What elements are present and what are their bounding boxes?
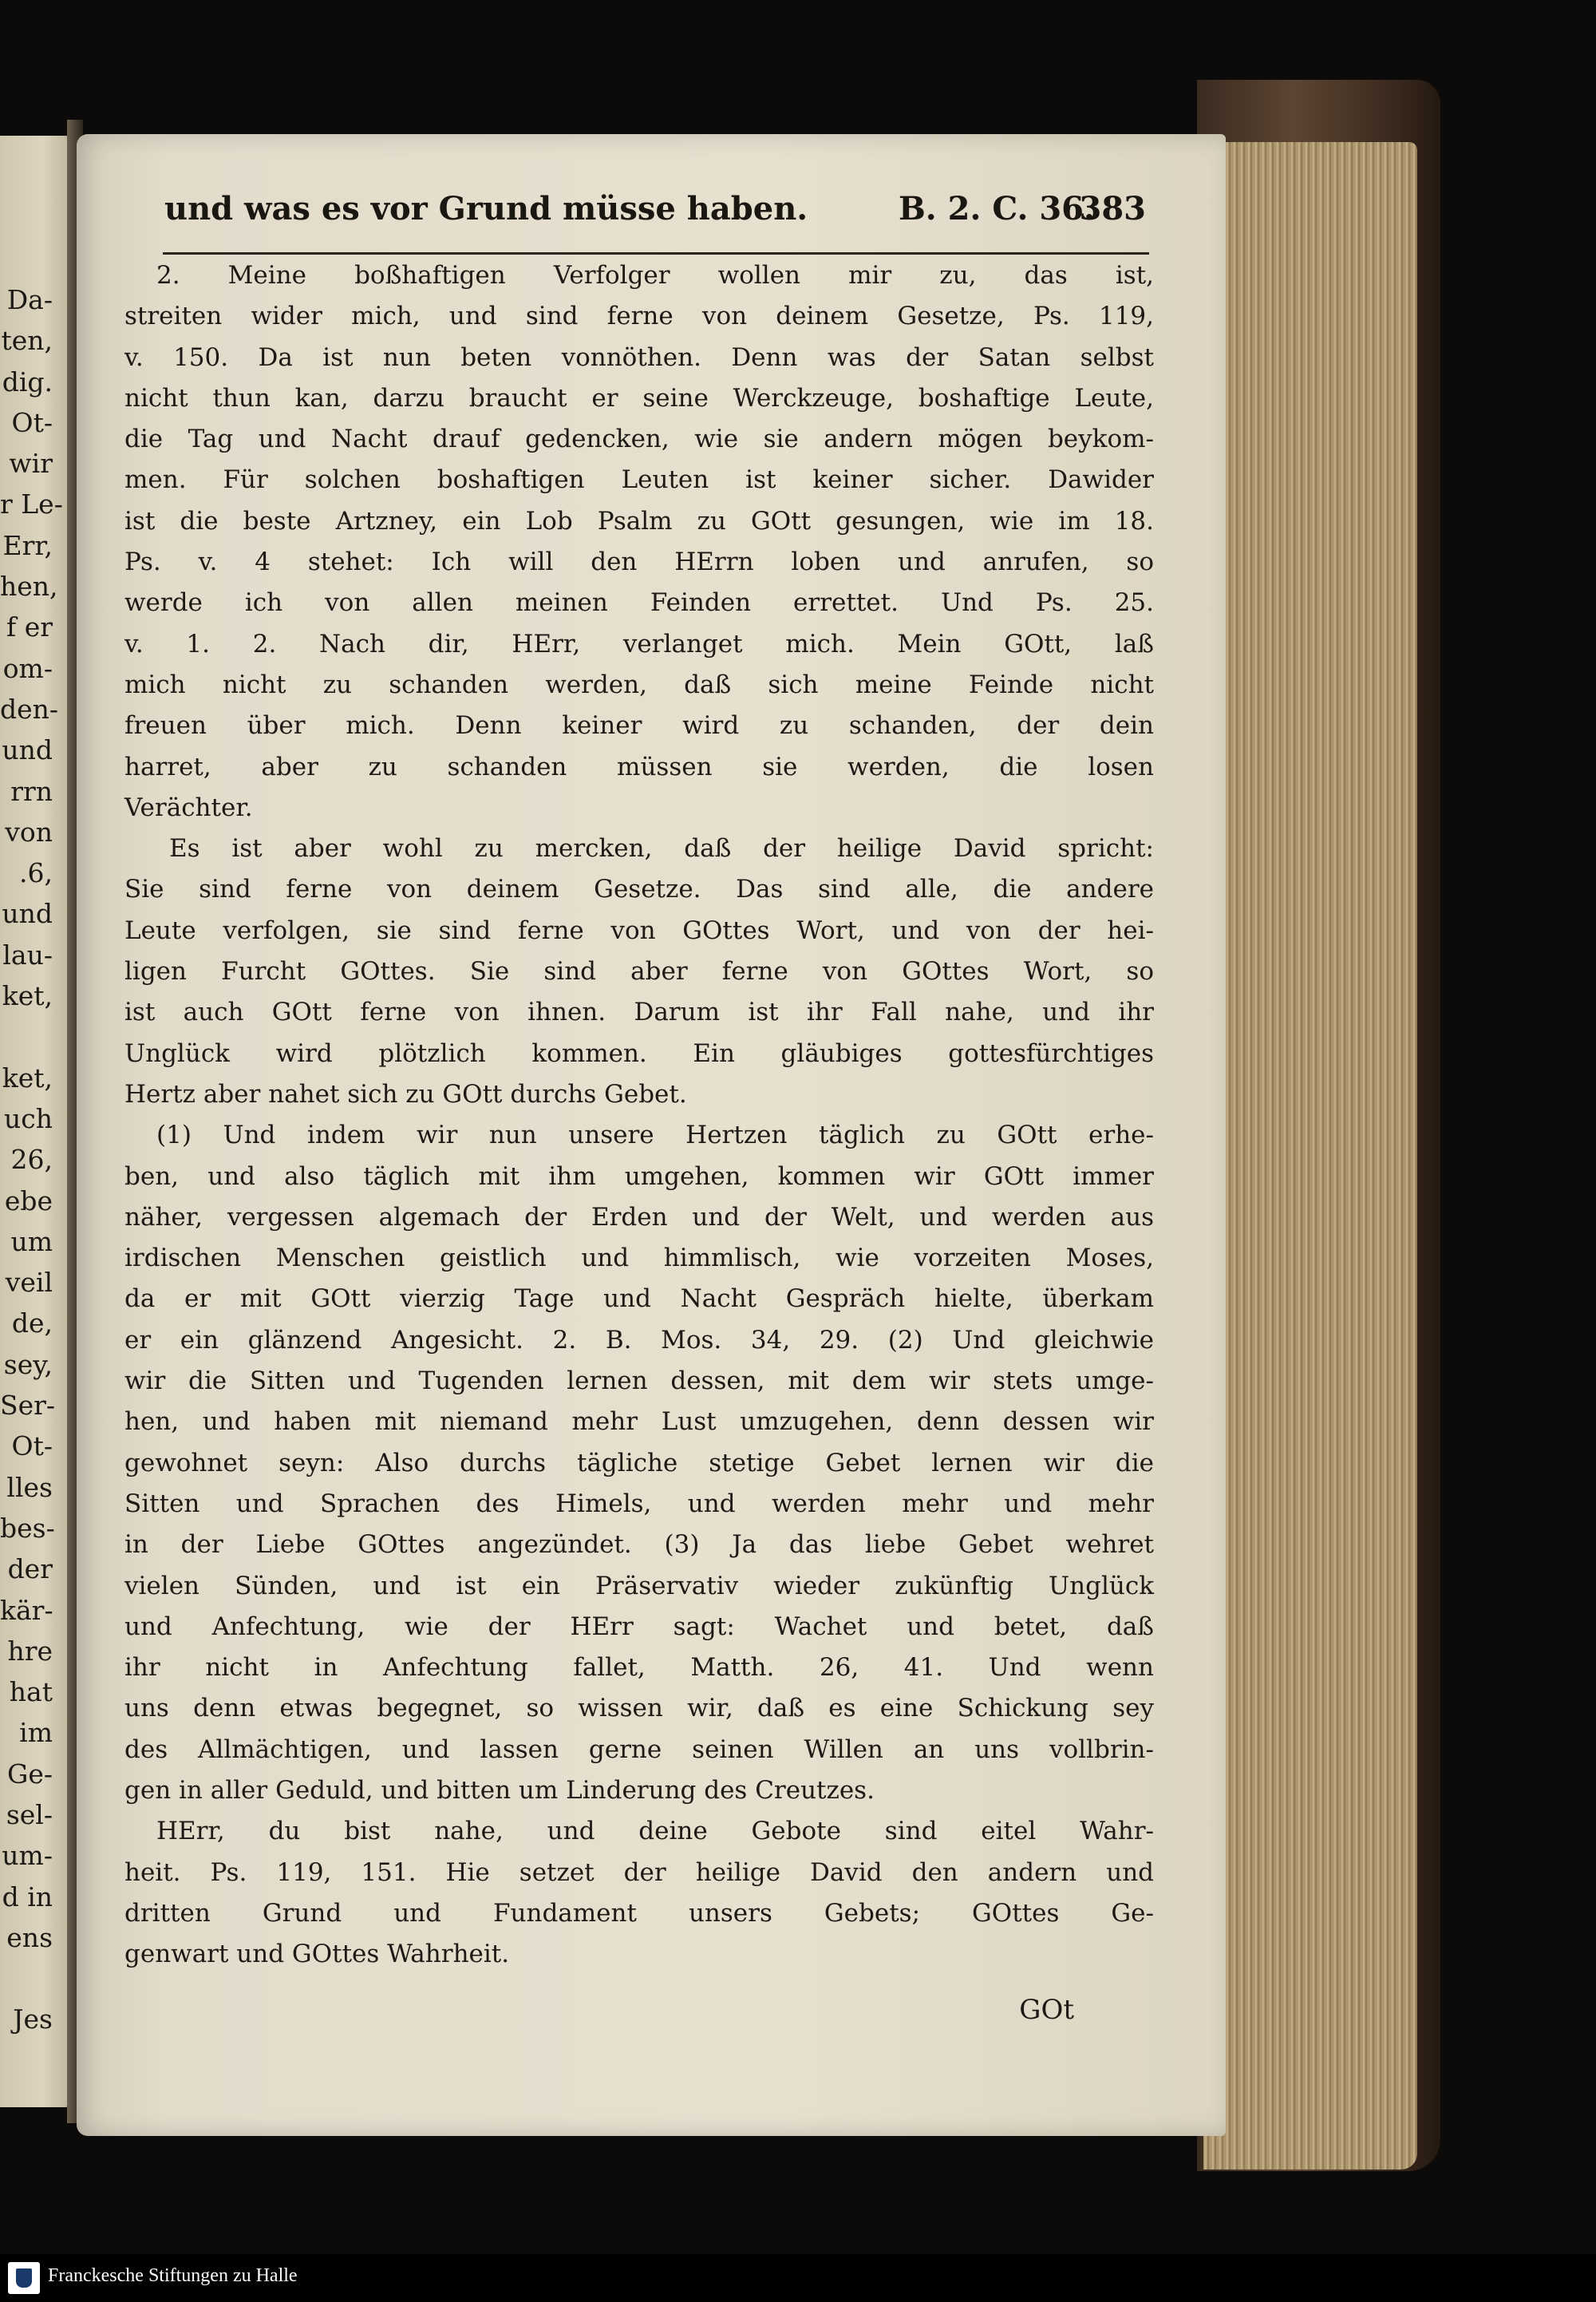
previous-page-fragment: um- (2, 1840, 53, 1872)
previous-page-fragment: .6, (19, 857, 53, 889)
text-line: in der Liebe GOttes angezündet. (3) Ja das liebe Gebet wehret (124, 1530, 1154, 1560)
previous-page-fragment: der (7, 1553, 53, 1585)
text-line: Hertz aber nahet sich zu GOtt durchs Gebet. (124, 1079, 687, 1109)
previous-page-fragment: Da- (6, 284, 53, 315)
text-line: da er mit GOtt vierzig Tage und Nacht Gespräch hielte, überkam (124, 1284, 1154, 1314)
text-line: streiten wider mich, und sind ferne von deinem Gesetze, Ps. 119, (124, 302, 1154, 331)
previous-page-fragment: Jes (13, 2003, 53, 2035)
previous-page-fragment: ens (6, 1921, 53, 1953)
text-line: ben, und also täglich mit ihm umgehen, kommen wir GOtt immer (124, 1161, 1154, 1191)
text-line: Sitten und Sprachen des Himels, und werden mehr und mehr (124, 1489, 1154, 1518)
previous-page-fragment: sel- (6, 1798, 53, 1830)
text-line: dritten Grund und Fundament unsers Gebets; GOttes Ge- (124, 1898, 1154, 1928)
previous-page-fragment: hen, (0, 571, 58, 603)
previous-page-fragment: bes- (0, 1512, 55, 1544)
previous-page-fragment: hre (7, 1635, 53, 1667)
text-line: (1) Und indem wir nun unsere Hertzen täglich zu GOtt erhe- (156, 1121, 1154, 1150)
catchword: GOt (1019, 1994, 1074, 2026)
previous-page-fragment: wir (9, 448, 53, 480)
previous-page-text-fragments (0, 279, 63, 2040)
text-line: Verächter. (124, 793, 253, 822)
page-number: 383 (1079, 190, 1146, 227)
page-body (124, 255, 1154, 1975)
text-line: HErr, du bist nahe, und deine Gebote sind eitel Wahr- (156, 1817, 1154, 1846)
previous-page-fragment: Ge- (6, 1758, 53, 1790)
text-line: v. 1. 2. Nach dir, HErr, verlanget mich. Mein GOtt, laß (124, 629, 1154, 659)
book-page (77, 134, 1226, 2136)
text-line: harret, aber zu schanden müssen sie werden, die losen (124, 752, 1154, 781)
text-line: werde ich von allen meinen Feinden errettet. Und Ps. 25. (124, 588, 1154, 618)
previous-page-fragment (0, 1958, 53, 1999)
text-line: gen in aller Geduld, und bitten um Linderung des Creutzes. (124, 1775, 875, 1805)
text-line: nicht thun kan, darzu braucht er seine Werckzeuge, boshaftige Leute, (124, 383, 1154, 413)
text-line: und Anfechtung, wie der HErr sagt: Wachet und betet, daß (124, 1612, 1154, 1641)
text-line: vielen Sünden, und ist ein Präservativ wieder zukünftig Unglück (124, 1571, 1154, 1600)
previous-page-fragment: uch (4, 1102, 53, 1134)
previous-page-fragment: lles (6, 1471, 53, 1503)
previous-page-fragment: ten, (1, 325, 53, 357)
text-line: ihr nicht in Anfechtung fallet, Matth. 26, 41. Und wenn (124, 1653, 1154, 1683)
previous-page-fragment: von (5, 816, 53, 848)
previous-page-fragment: Ot- (11, 1430, 53, 1462)
text-line: heit. Ps. 119, 151. Hie setzet der heilige David den andern und (124, 1857, 1154, 1887)
previous-page-fragment: om- (2, 652, 53, 684)
previous-page-fragment: um (10, 1225, 53, 1257)
text-line: Es ist aber wohl zu mercken, daß der heilige David spricht: (169, 834, 1154, 864)
institution-logo-icon (8, 2262, 40, 2294)
running-title: und was es vor Grund müsse haben. (164, 190, 808, 227)
header-rule (163, 252, 1149, 255)
previous-page-fragment: ket, (2, 1062, 53, 1094)
previous-page-fragment: 26, (10, 1144, 53, 1176)
text-line: genwart und GOttes Wahrheit. (124, 1940, 510, 1969)
previous-page-fragment: dig. (2, 366, 53, 398)
text-line: des Allmächtigen, und lassen gerne seinen Willen an uns vollbrin- (124, 1734, 1154, 1764)
previous-page-fragment: hat (9, 1676, 53, 1708)
page-fore-edge (1203, 142, 1417, 2169)
previous-page-fragment: ket, (2, 980, 53, 1012)
previous-page-fragment: veil (5, 1267, 53, 1299)
text-line: hen, und haben mit niemand mehr Lust umzugehen, denn dessen wir (124, 1407, 1154, 1437)
text-line: er ein glänzend Angesicht. 2. B. Mos. 34, 29. (2) Und gleichwie (124, 1325, 1154, 1355)
text-line: irdischen Menschen geistlich und himmlisch, wie vorzeiten Moses, (124, 1244, 1154, 1273)
previous-page-fragment: de, (11, 1307, 53, 1339)
previous-page-fragment: Err, (2, 529, 53, 561)
text-line: ist auch GOtt ferne von ihnen. Darum ist ihr Fall nahe, und ihr (124, 998, 1154, 1027)
text-line: men. Für solchen boshaftigen Leuten ist keiner sicher. Dawider (124, 465, 1154, 495)
previous-page-fragment: d in (2, 1881, 53, 1912)
previous-page-fragment: und (2, 898, 53, 930)
previous-page-fragment: f er (6, 611, 53, 643)
text-line: Leute verfolgen, sie sind ferne von GOttes Wort, und von der hei- (124, 916, 1154, 945)
text-line: uns denn etwas begegnet, so wissen wir, daß es eine Schickung sey (124, 1694, 1154, 1723)
previous-page-fragment: und (2, 734, 53, 766)
text-line: mich nicht zu schanden werden, daß sich meine Feinde nicht (124, 670, 1154, 699)
previous-page-fragment: Ot- (11, 406, 53, 438)
previous-page-fragment: im (19, 1717, 53, 1749)
book-chapter-reference: B. 2. C. 36. (899, 190, 1095, 227)
previous-page-fragment: rrn (10, 775, 53, 807)
previous-page-fragment (0, 1016, 53, 1057)
text-line: ligen Furcht GOttes. Sie sind aber ferne von GOttes Wort, so (124, 957, 1154, 987)
text-line: gewohnet seyn: Also durchs tägliche stetige Gebet lernen wir die (124, 1448, 1154, 1477)
text-line: näher, vergessen algemach der Erden und der Welt, und werden aus (124, 1202, 1154, 1232)
text-line: v. 150. Da ist nun beten vonnöthen. Denn was der Satan selbst (124, 342, 1154, 372)
previous-page-fragment: Ser- (0, 1390, 56, 1422)
text-line: Unglück wird plötzlich kommen. Ein gläubiges gottesfürchtiges (124, 1038, 1154, 1068)
previous-page-fragment: ebe (4, 1185, 53, 1216)
text-line: Sie sind ferne von deinem Gesetze. Das sind alle, die andere (124, 875, 1154, 904)
footer-credit: Franckesche Stiftungen zu Halle (48, 2265, 298, 2286)
text-line: Ps. v. 4 stehet: Ich will den HErrn loben und anrufen, so (124, 548, 1154, 577)
previous-page-fragment: lau- (2, 939, 53, 971)
previous-page-fragment: sey, (3, 1348, 53, 1380)
previous-page-fragment: r Le- (0, 488, 63, 520)
text-line: die Tag und Nacht drauf gedencken, wie sie andern mögen beykom- (124, 425, 1154, 454)
previous-page-fragment: kär- (0, 1594, 53, 1626)
text-line: 2. Meine boßhaftigen Verfolger wollen mir zu, das ist, (156, 261, 1154, 290)
footer-bar (0, 2254, 1596, 2302)
text-line: wir die Sitten und Tugenden lernen dessen, mit dem wir stets umge- (124, 1367, 1154, 1396)
previous-page-fragment: den- (0, 693, 59, 725)
text-line: ist die beste Artzney, ein Lob Psalm zu GOtt gesungen, wie im 18. (124, 506, 1154, 536)
text-line: freuen über mich. Denn keiner wird zu schanden, der dein (124, 711, 1154, 741)
